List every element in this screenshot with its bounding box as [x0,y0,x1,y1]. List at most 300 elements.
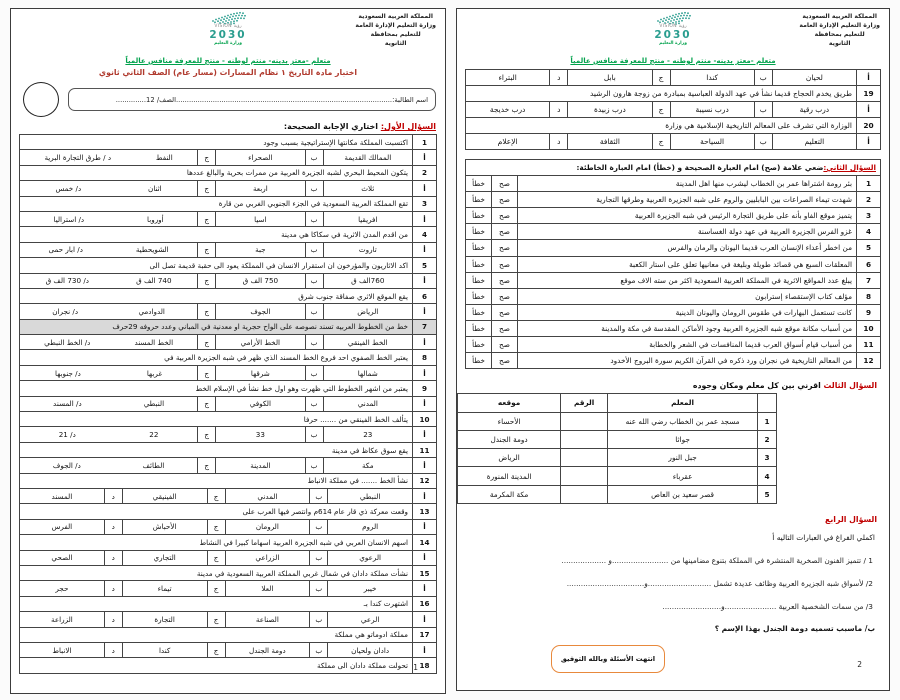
mcq-option-label: أ [412,458,436,472]
mcq-question-row [20,474,436,489]
matching-landmark-cell: مسجد عمر بن الخطاب رضي الله عنه [607,413,757,430]
mcq-option-text: 750 الف ق [215,274,304,288]
matching-landmark-header: المعلم [607,394,757,411]
mcq-option-text: الصناعة [225,612,310,626]
mcq-question-row [20,320,436,335]
mcq-option-label: ب [305,150,323,164]
mcq-number-cell: 8 [412,350,436,364]
mcq-option-label: ج [207,612,225,626]
mcq-option-label: أ [412,150,436,164]
mcq-question-row [20,135,436,150]
mcq-option-label: أ [412,612,436,626]
class-label: الصف/ 12 [146,95,176,104]
mcq-option-label: د [104,581,122,595]
mcq-option-label: أ [856,134,880,149]
mcq-number-cell: 6 [412,289,436,303]
mcq-option-text: بابل [567,70,651,85]
mcq-options-row [466,102,880,118]
tf-statement: من أسباب مكانة موقع شبه الجزيرة العربية وجود الأماكن المقدسة في مكة والمدينة [517,321,856,336]
mcq-number-cell: 11 [412,443,436,457]
mcq-option-text: درب رقية [772,102,856,117]
mcq-option-text: ثلاث [323,181,412,195]
mcq-question-text: الوزارة التي تشرف على المعالم التاريخية الإسلامية هي وزارة [665,120,852,130]
mcq-option-label: ج [652,70,670,85]
tf-false-cell: خطأ [472,227,485,237]
mcq-option-text: غربها [146,368,163,378]
mcq-option-label: أ [412,212,436,226]
matching-row [458,467,776,485]
tf-statement: من المعالم التاريخية في نجران ورد ذكره في القرآن الكريم سورة البروج الأخدود [517,353,856,368]
mcq-option-label: ب [309,581,327,595]
matching-landmark-cell: قصر سعيد بن العاص [607,486,757,503]
fill-blank-line: 1 / تتميز الفنون الصخرية المنتشرة في المملكة بتنوع مضامينها من ........................و ................... [561,556,873,565]
tf-true-cell: صح [491,273,517,288]
mcq-option-text: جبة [215,243,304,257]
tf-row [466,192,880,208]
mcq-option-label: ج [197,458,215,472]
matching-location-cell: المدينة المنورة [486,471,532,481]
tf-statement: غزو الفرس الجزيرة العربية في عهد دولة الغساسنة [517,224,856,239]
mcq-option-text: المدني [323,397,412,411]
mcq-option-text: الرعوي [327,551,412,565]
mcq-option-label: ب [305,274,323,288]
mcq-option-text [20,335,197,349]
mcq-question-row [20,166,436,181]
mcq-option-text: الروم [327,520,412,534]
tf-false-cell: خطأ [472,323,485,333]
mcq-option-text: تيماء [122,581,207,595]
mcq-option-text: المدينة [215,458,304,472]
mcq-option-label: أ [856,102,880,117]
exam-page-1 [10,8,446,694]
mcq-question-text: يعتبر من اشهر الخطوط التي ظهرت وهو اول خط نشأ في الإسلام الخط [195,383,408,393]
mcq-question-text: يعتبر الخط الصفوي احد فروع الخط المسند الذي ظهر في شبه الجزيرة العربية في [164,353,408,363]
mcq-option-label: ب [305,366,323,380]
matching-row [458,413,776,431]
tf-number-cell: 3 [856,208,880,223]
mcq-option-label: أ [412,335,436,349]
mcq-option-label: ب [309,643,327,657]
mcq-option-text [20,427,197,441]
matching-rank-header: الرقم [560,394,607,411]
mcq-option-text: شمالها [323,366,412,380]
mcq-option-label: ج [197,335,215,349]
mcq-table-page2 [465,69,881,150]
tf-number-cell: 12 [856,353,880,368]
mcq-option-text [20,274,197,288]
mcq-option-text: الشويحطية [135,245,169,255]
mcq-option-label: د [104,489,122,503]
matching-number-cell: 3 [757,449,776,466]
vision-year: 2030 [654,28,692,41]
mcq-option-label: أ [412,397,436,411]
ministry-line: وزارة التعليم الإدارة العامة [355,21,436,29]
mcq-option-label: ب [309,612,327,626]
mcq-option-text [20,366,197,380]
tf-false-cell: خطأ [472,179,485,189]
mcq-option-text: الممالك القديمة [323,150,412,164]
mcq-option-label: ب [309,489,327,503]
mcq-option-text: الصحي [51,553,73,563]
tf-number-cell: 6 [856,257,880,272]
tf-true-cell: صح [491,257,517,272]
tf-number-cell: 5 [856,240,880,255]
mcq-question-text: اسهم الانسان العربي في شبه الجزيرة العربية اسهاما كبيرا في النشاط [199,537,408,547]
mcq-option-text: لحيان [772,70,856,85]
tf-row [466,224,880,240]
tf-false-cell: خطأ [472,307,485,317]
tf-false-cell: خطأ [472,259,485,269]
mcq-question-row [20,628,436,643]
tf-statement: من أسباب قيام أسواق العرب قديما المنافسات في الشعر والخطابة [517,337,856,352]
mcq-number-cell: 9 [412,381,436,395]
mcq-option-text: د/ جنوبها [55,368,81,378]
matching-rank-cell [560,486,607,503]
mcq-option-text: العلا [225,581,310,595]
mcq-option-text: درب نسيبة [670,102,754,117]
question3-heading [469,381,877,390]
page-header [11,9,445,55]
mcq-question-row [20,381,436,396]
matching-location-cell: دومة الجندل [490,434,528,444]
mcq-option-text: د/ 21 [58,430,76,440]
matching-landmark-cell: جواثا [607,431,757,448]
mcq-option-text: الرياض [323,304,412,318]
vision-2030-logo [205,10,251,46]
mcq-option-label: ج [652,134,670,149]
mcq-number-cell: 18 [412,658,436,672]
tf-true-cell: صح [491,337,517,352]
end-of-questions-box: انتهت الأسئلة وبالله التوفيق [551,645,665,673]
mcq-option-text: الزراعة [51,614,73,624]
exam-title: اختبار مادة التاريخ ١ نظام المسارات (مسار عام) الصف الثاني ثانوي [98,68,358,77]
motto-line: متعلم -معتز بدينه- منتم لوطنه - منتج للمعرفة منافس عالمياً [125,57,331,65]
tf-number-cell: 10 [856,321,880,336]
mcq-option-text: د/ خمس [55,183,82,193]
matching-rank-cell [560,413,607,430]
class-blank: .............. [115,95,146,104]
mcq-option-label: ب [305,181,323,195]
fill-blank-line: 3/ من سمات الشخصية العربية ......................و......................... [662,602,873,611]
mcq-option-text: كندا [122,643,207,657]
mcq-option-label: ج [197,304,215,318]
matching-landmark-cell: جبل النور [607,449,757,466]
mcq-option-text: الجوف [215,304,304,318]
mcq-question-text: يتألف الخط الفينقي من ....... حرفا [303,414,408,424]
mcq-option-label: د [549,70,567,85]
tf-number-cell: 8 [856,289,880,304]
question2-heading-rest: ضعي علامة (صح) امام العبارة الصحيحة و (خطأ) امام العبارة الخاطئة: [576,162,824,172]
mcq-question-text: نشأ الخط ....... في مملكة الانباط [307,476,408,486]
mcq-option-text: شرقها [215,366,304,380]
mcq-options-row [20,643,436,658]
tf-true-cell: صح [491,321,517,336]
mcq-option-text [20,397,197,411]
tf-number-cell: 4 [856,224,880,239]
tf-false-cell: خطأ [472,275,485,285]
mcq-question-row [20,412,436,427]
tf-false-cell: خطأ [472,211,485,221]
ministry-line: المملكة العربية السعودية [802,13,878,20]
mcq-options-row [20,335,436,350]
vision-2030-map-dots-icon [205,10,251,25]
tf-true-cell: صح [491,224,517,239]
mcq-option-label: ج [207,520,225,534]
mcq-option-text: الطائف [142,460,165,470]
student-name-box [68,88,436,111]
mcq-number-cell: 20 [856,118,880,133]
mcq-question-text: اشتهرت كندا بـ [363,599,408,609]
mcq-number-cell: 12 [412,474,436,488]
mcq-option-text: د/ الخط النبطي [44,337,91,347]
mcq-question-text: خط من الخطوط العربيه تسند نصوصه على الواح حجرية او معدنية في المباني وعدد حروفه 29حرف [112,322,408,332]
mcq-option-label: ب [309,551,327,565]
mcq-option-text: درب زبيدة [567,102,651,117]
mcq-options-row [466,134,880,149]
mcq-option-label: ب [305,427,323,441]
mcq-option-label: د [549,134,567,149]
mcq-number-cell: 15 [412,566,436,580]
vision-label: VISION رؤية [214,24,242,29]
mcq-option-text: افريقيا [323,212,412,226]
mcq-option-text: التجاري [122,551,207,565]
mcq-option-text: 740 الف ق [136,276,172,286]
mcq-option-text: التجارة [122,612,207,626]
matching-location-header: موقعه [497,398,521,408]
mcq-option-text: الدوادمي [138,306,165,316]
student-name-label: اسم الطالبة: [392,95,428,104]
tf-false-cell: خطأ [472,195,485,205]
tf-heading-row [466,160,880,176]
mcq-number-cell: 2 [412,166,436,180]
mcq-option-text: البتراء [498,72,517,82]
mcq-option-label: ج [207,581,225,595]
mcq-option-text: كندا [670,70,754,85]
mcq-question-row [20,227,436,242]
matching-number-cell: 1 [757,413,776,430]
vision-label: VISION رؤية [659,24,687,29]
tf-false-cell: خطأ [472,356,485,366]
grade-circle [23,82,59,117]
tf-row [466,257,880,273]
mcq-question-row [20,504,436,519]
tf-row [466,321,880,337]
mcq-option-label: ب [305,458,323,472]
mcq-option-label: أ [412,489,436,503]
question1-heading-title: السؤال الأول: [380,122,436,131]
question4-intro: اكملي الفراغ في العبارات التاليه أ [772,533,875,542]
mcq-options-row [20,427,436,442]
mcq-option-label: ب [754,134,772,149]
mcq-option-label: أ [412,551,436,565]
mcq-option-text: الصحراء [215,150,304,164]
tf-number-cell: 2 [856,192,880,207]
mcq-option-text: د/ 730 الف ق [45,276,89,286]
mcq-option-text: الفرس [51,522,73,532]
mcq-question-row [20,350,436,365]
mcq-option-label: ب [309,520,327,534]
mcq-option-text: النبطي [327,489,412,503]
student-name-blank: .................................................................................................... [176,95,393,104]
question1-heading-rest: اختاري الإجابة الصحيحة: [283,122,379,131]
mcq-number-cell: 3 [412,197,436,211]
matching-rank-cell [560,449,607,466]
mcq-option-label: ج [207,489,225,503]
mcq-option-label: أ [412,581,436,595]
logo-ministry-label: وزارة التعليم [214,40,242,46]
mcq-question-text: يقع سوق عكاظ في مدينة [331,445,408,455]
mcq-option-label: د [104,520,122,534]
tf-false-cell: خطأ [472,243,485,253]
mcq-option-label: ج [197,274,215,288]
mcq-option-text: النبطي [143,399,165,409]
matching-number-cell: 5 [757,486,776,503]
exam-page-2 [456,8,890,691]
mcq-option-text: النفط [155,153,173,163]
mcq-option-text: الخط الأرامي [215,335,304,349]
mcq-question-row [20,258,436,273]
matching-number-cell: 4 [757,467,776,484]
matching-row [458,431,776,449]
mcq-option-text: الأحباش [122,520,207,534]
tf-row [466,305,880,321]
mcq-option-label: ج [197,427,215,441]
mcq-option-text [20,304,197,318]
true-false-table [465,159,881,369]
ministry-line: الثانوية [384,39,407,47]
mcq-option-text: د/ المسند [53,399,82,409]
mcq-question-text: اكد الاثاريون والمؤرخون ان استقرار الانسان في المملكة يعود الى حقبة قديمة تصل الى [149,260,408,270]
mcq-option-text: اربعة [215,181,304,195]
matching-rank-cell [560,431,607,448]
ministry-line: المملكة العربية السعودية [358,13,434,20]
mcq-question-row [20,658,436,672]
mcq-option-text: الإعلام [497,136,518,146]
mcq-option-text: اثنان [148,183,162,193]
mcq-number-cell: 10 [412,412,436,426]
mcq-option-label: د [104,612,122,626]
tf-row [466,208,880,224]
page-number: 2 [857,660,862,669]
mcq-number-cell: 17 [412,628,436,642]
mcq-question-row [20,289,436,304]
mcq-option-text: د/ ابار حمى [48,245,83,255]
mcq-option-label: أ [412,366,436,380]
vision-year: 2030 [209,28,247,41]
mcq-option-text: مكة [323,458,412,472]
mcq-option-label: أ [412,304,436,318]
question4-heading: السؤال الرابع [825,515,877,524]
mcq-options-row [20,520,436,535]
mcq-question-text: تحولت مملكة دادان الى مملكة [316,660,408,670]
mcq-option-label: د [104,643,122,657]
mcq-option-label: ب [305,397,323,411]
mcq-options-row [20,274,436,289]
mcq-option-label: ب [305,304,323,318]
mcq-option-label: د [549,102,567,117]
question1-heading [20,122,436,131]
mcq-options-row [20,150,436,165]
mcq-question-row [20,197,436,212]
ministry-line: الثانوية [828,39,851,47]
mcq-option-text: تاروت [323,243,412,257]
ministry-header [799,13,880,49]
mcq-question-text: تقع المملكة العربية السعودية في الجزء الجنوبي الغربي من قارة [218,199,408,209]
mcq-question-row [466,118,880,134]
matching-location-cell: الأحساء [497,416,521,426]
tf-number-cell: 7 [856,273,880,288]
tf-statement: المعلقات السبع هي قصائد طويلة وبليغة في معانيها تعلق على استار الكعبة [517,257,856,272]
page-header [457,9,889,55]
tf-statement: يتميز موقع الفاو بأنه على طريق التجارة الرئيس في شبه الجزيرة العربية [517,208,856,223]
tf-row [466,337,880,353]
tf-true-cell: صح [491,208,517,223]
mcq-option-label: ج [197,212,215,226]
tf-row [466,273,880,289]
mcq-option-text: المسند [51,491,73,501]
mcq-option-text: د/ نجران [52,306,79,316]
mcq-option-text [20,181,197,195]
mcq-options-row [466,70,880,86]
ministry-line: للتعليم بمحافظة [814,30,865,38]
motto-line: متعلم -معتز بدينه- منتم لوطنه - منتج للمعرفة منافس عالمياً [570,57,776,65]
mcq-number-cell: 16 [412,597,436,611]
matching-landmark-cell: عقرباء [607,467,757,484]
mcq-options-row [20,581,436,596]
mcq-question-text: يقع الموقع الاثري صفاقة جنوب شرق [298,291,408,301]
tf-number-cell: 11 [856,337,880,352]
question3-heading-rest: اقرني بين كل معلم ومكان وجوده [692,381,821,391]
tf-true-cell: صح [491,192,517,207]
tf-true-cell: صح [491,353,517,368]
mcq-option-label: أ [412,274,436,288]
tf-true-cell: صح [491,305,517,320]
mcq-options-row [20,366,436,381]
tf-statement: بئر رومة اشتراها عمر بن الخطاب ليشرب منها اهل المدينة [517,176,856,191]
mcq-option-text: 33 [215,427,304,441]
mcq-question-row [20,566,436,581]
mcq-number-cell: 4 [412,227,436,241]
tf-statement: يبلغ عدد المواقع الاثرية في المملكة العربية السعودية اكثر من سته الاف موقع [517,273,856,288]
mcq-question-row [20,443,436,458]
mcq-option-text: حجر [55,584,69,594]
mcq-option-text: أوروبا [147,214,164,224]
mcq-options-row [20,181,436,196]
tf-true-cell: صح [491,176,517,191]
mcq-option-label: أ [412,243,436,257]
ministry-line: وزارة التعليم الإدارة العامة [799,21,880,29]
tf-number-cell: 9 [856,305,880,320]
tf-statement: كانت تستعمل البهارات في طقوس الرومان واليونان الدينية [517,305,856,320]
mcq-question-text: وقعت معركة ذي قار عام 614م وانتصر فيها العرب على [242,507,408,517]
mcq-options-row [20,397,436,412]
vision-2030-logo [650,10,696,46]
mcq-option-label: ب [305,243,323,257]
mcq-option-label: ب [305,212,323,226]
mcq-question-text: اكتسبت المملكة مكانتها الإستراتيجية بسبب وجود [263,137,408,147]
mcq-option-text: الرومان [225,520,310,534]
mcq-options-row [20,243,436,258]
mcq-options-row [20,458,436,473]
mcq-number-cell: 13 [412,504,436,518]
mcq-option-text: الخط الفينقي [323,335,412,349]
mcq-option-text: الخط المسند [134,337,174,347]
mcq-table-page1 [19,134,437,674]
mcq-option-label: ج [207,551,225,565]
mcq-options-row [20,612,436,627]
tf-true-cell: صح [491,289,517,304]
mcq-option-label: ج [207,643,225,657]
